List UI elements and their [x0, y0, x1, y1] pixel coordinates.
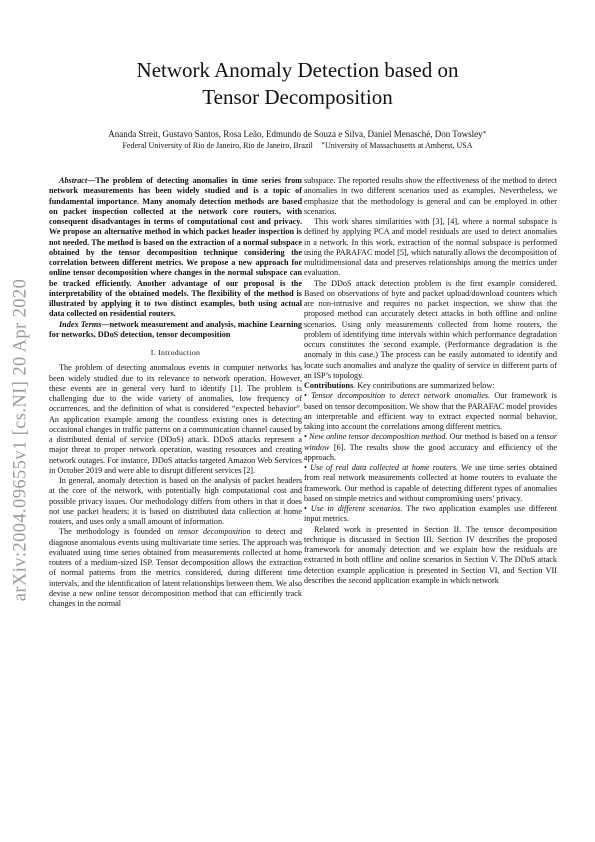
contribution-4-text: The two application examples use different input metrics.	[304, 504, 558, 524]
title-line-1: Network Anomaly Detection based on	[136, 58, 459, 82]
section-heading-introduction: I. Introduction	[150, 348, 201, 357]
index-terms	[49, 320, 302, 341]
intro-paragraph-5: This work shares similarities with [3], [4], where a normal subspace is defined by applying PCA and model residuals are used to detect anomalies in a network. In this work, extraction of the normal subspace is performed using the PARAFAC model [5], which naturally allows the decomposition of multidimensional data and preserves relationships among the metrics under evaluation.	[304, 217, 557, 278]
affiliations	[30, 139, 565, 151]
author-affiliation-mark: ∗	[482, 130, 487, 136]
contribution-item-3	[304, 463, 557, 504]
bullet-icon: •	[304, 463, 307, 472]
intro-paragraph-4: subspace. The reported results show the effectiveness of the method to detect anomalies in two different scenarios used as examples. Nevertheless, we emphasize that the methodology is general and can be employed in other scenarios.	[304, 176, 557, 216]
contribution-3-text: We use time series obtained from real network measurements collected at home routers to evaluate the framework. Our method is capable of detecting different types of anomalies based on simple metrics and without compromising users’ privacy.	[304, 463, 558, 503]
intro-p3-rest: to detect and diagnose anomalous events using multivariate time series. The approach was evaluated using time series obtained from measurements collected at home routers of a medium-sized ISP. Tensor decomposition allows the extraction of normal patterns from the metrics considered, during different time intervals, and the identification of latent relationships between them. We also devise a new online tensor decomposition method that can efficiently track changes in the normal	[49, 527, 302, 608]
bullet-icon: •	[304, 432, 307, 442]
affiliation-ufrj: Federal University of Rio de Janeiro, Rio de Janeiro, Brazil	[122, 141, 313, 150]
contribution-2-emphasis: tensor window	[304, 432, 557, 452]
contribution-3-lead: Use of real data collected at home routers.	[310, 463, 459, 472]
author-names: Ananda Streit, Gustavo Santos, Rosa Leão, Edmundo de Souza e Silva, Daniel Menasché, Don Towsley	[108, 129, 483, 139]
contributions-intro-text: . Key contributions are summarized below:	[353, 381, 495, 390]
contribution-2-lead: New online tensor decomposition method.	[309, 432, 448, 442]
abstract	[49, 176, 302, 320]
intro-p3-start: The methodology is founded on	[59, 527, 178, 537]
index-terms-text: —network measurement and analysis, machine Learning for networks, DDoS detection, tensor decomposition	[49, 319, 302, 339]
affiliation-mark: ∗	[320, 141, 325, 147]
contribution-1-lead: Tensor decomposition to detect network anomalies.	[311, 391, 491, 401]
arxiv-stamp	[2, 280, 40, 600]
left-column	[49, 176, 302, 609]
contribution-4-lead: Use in different scenarios.	[310, 504, 403, 513]
contribution-2-text: Our method is based on a	[447, 432, 537, 442]
index-terms-label: Index Terms	[59, 319, 102, 329]
intro-p3-emphasis: tensor decomposition	[177, 527, 251, 537]
contributions-intro	[304, 381, 557, 391]
paper-title	[60, 57, 535, 111]
intro-paragraph-2: In general, anomaly detection is based on the analysis of packet headers at the core of the network, with potentially high computational cost and possible privacy issues. Our methodology differs from others in that it does not use packet headers; it is based on distributed data collection at home routers, and uses only a small amount of information.	[49, 476, 302, 526]
bullet-icon: •	[304, 391, 307, 401]
contribution-item-2	[304, 432, 557, 463]
contribution-item-1	[304, 391, 557, 432]
intro-paragraph-3	[49, 527, 302, 609]
contribution-1-text: Our framework is based on tensor decomposition. We show that the PARAFAC model provides an interpretable and efficient way to extract expected normal behavior, taking into account the correlations among different metrics.	[304, 391, 557, 431]
title-line-2: Tensor Decomposition	[202, 85, 393, 109]
contribution-item-4	[304, 504, 557, 525]
abstract-text: —The problem of detecting anomalies in time series from network measurements has been widely studied and is a topic of fundamental importance. Many anomaly detection methods are based on packet inspection collected at the network core routers, with consequent disadvantages in terms of computational cost and privacy. We propose an alternative method in which packet header inspection is not needed. The method is based on the extraction of a normal subspace obtained by the tensor decomposition technique considering the correlation between different metrics. We propose a new approach for online tensor decomposition where changes in the normal subspace can be tracked efficiently. Another advantage of our proposal is the interpretability of the obtained models. The flexibility of the method is illustrated by applying it to two distinct examples, both using actual data collected on residential routers.	[49, 176, 302, 319]
affiliation-umass: University of Massachusetts at Amherst, USA	[324, 141, 473, 150]
arxiv-stamp-text: arXiv:2004.09655v1 [cs.NI] 20 Apr 2020	[10, 278, 31, 602]
bullet-icon: •	[304, 504, 307, 513]
contributions-label: Contributions	[304, 381, 354, 390]
contribution-2-text-end: [6]. The results show the good accuracy and efficiency of the approach.	[304, 442, 557, 462]
intro-paragraph-7: Related work is presented in Section II. The tensor decomposition technique is discussed in Section III. Section IV describes the proposed framework for anomaly detection and we explain how the residuals are extracted in both offline and online scenarios in Section V. The DDoS attack detection example application is presented in Section VI, and Section VII describes the second application example in which network	[304, 524, 557, 585]
intro-paragraph-1: The problem of detecting anomalous events in computer networks has been widely studied due to its relevance to network operation. However, these events are in general very hard to identify [1]. The problem is challenging due to the wide variety of anomalies, low frequency of occurrences, and the definition of what is considered “expected behavior”. An application example among the countless existing ones is detecting occasional changes in traffic patterns on a communication channel caused by a distributed denial of service (DDoS) attack. DDoS attacks represent a major threat to proper network operation, wasting resources and creating network outages. For instance, DDoS attacks targeted Amazon Web Services in October 2019 and were able to disrupt different services [2].	[49, 363, 302, 475]
right-column	[304, 176, 557, 586]
intro-paragraph-6: The DDoS attack detection problem is the first example considered. Based on observations of byte and packet upload/download counters which are non-intrusive and requires no packet inspection, we show that the proposed method can accurately detect attacks in both offline and online scenarios. Using only measurements collected from home routers, the problem of identifying time intervals within which performance degradation occurs constitutes the second example. (Performance degradation is the anomaly in this case.) The process can be easily automated to identify and locate such anomalies and analyze the quality of service in different parts of an ISP’s topology.	[304, 278, 557, 380]
abstract-label: Abstract	[59, 176, 88, 185]
